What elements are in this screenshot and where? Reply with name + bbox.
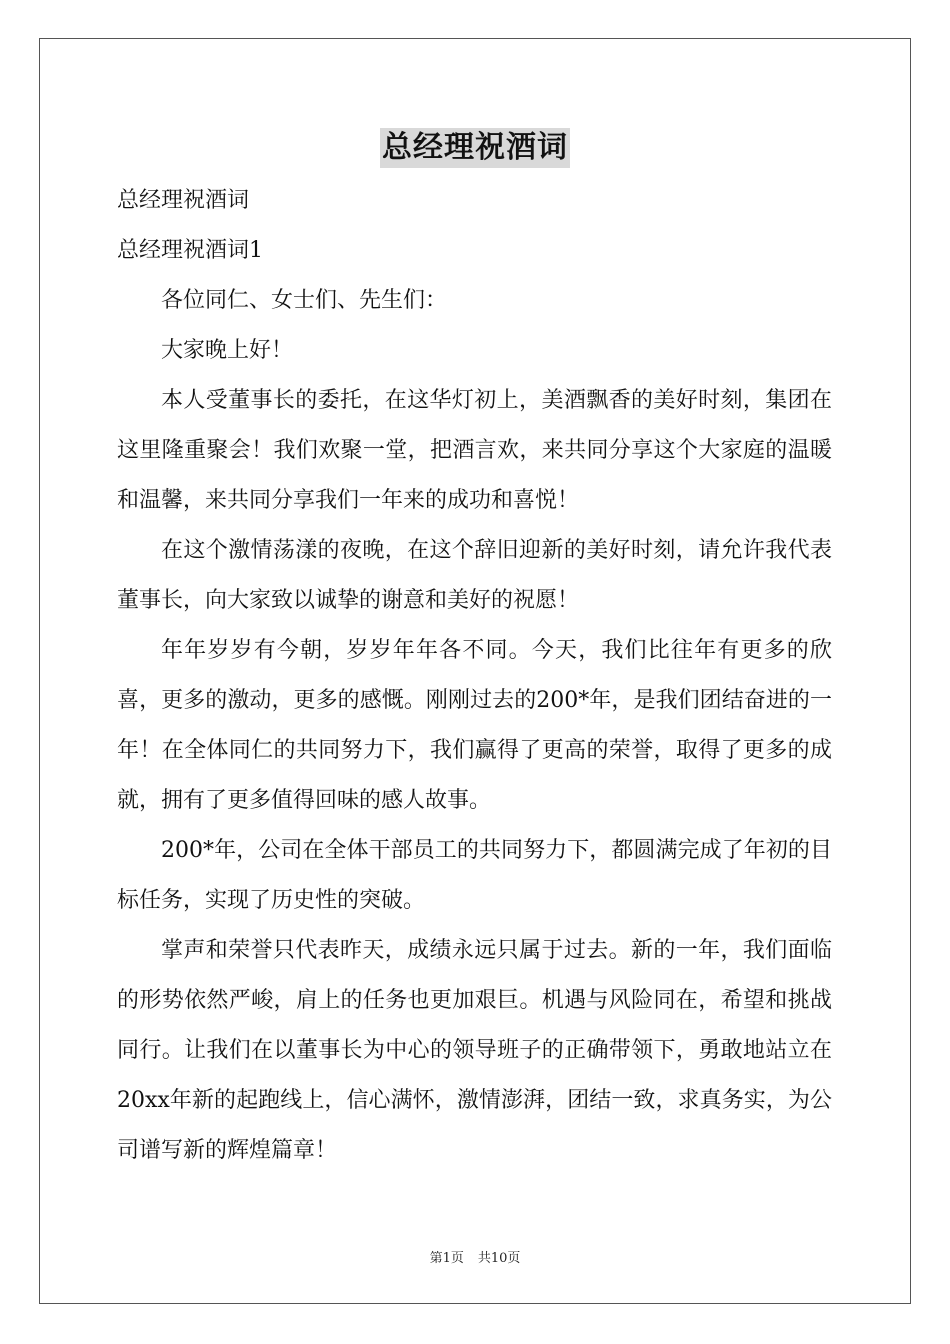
paragraph-achievement: 200*年，公司在全体干部员工的共同努力下，都圆满完成了年初的目标任务，实现了历史性的突破。 [117, 838, 832, 913]
document-body [117, 176, 832, 1176]
document-title: 总经理祝酒词 [380, 128, 570, 168]
paragraph-thanks: 在这个激情荡漾的夜晚，在这个辞旧迎新的美好时刻，请允许我代表董事长，向大家致以诚挚的谢意和美好的祝愿！ [117, 538, 832, 613]
document-subtitle: 总经理祝酒词 [117, 188, 250, 213]
section-heading: 总经理祝酒词1 [117, 238, 263, 263]
page-total: 共10页 [477, 1251, 521, 1266]
paragraph-greeting: 各位同仁、女士们、先生们： [161, 288, 448, 313]
paragraph-review: 年年岁岁有今朝，岁岁年年各不同。今天，我们比往年有更多的欣喜，更多的激动，更多的感慨。刚刚过去的200*年，是我们团结奋进的一年！在全体同仁的共同努力下，我们赢得了更高的荣誉，取得了更多的成就，拥有了更多值得回味的感人故事。 [117, 638, 832, 813]
paragraph-outlook: 掌声和荣誉只代表昨天，成绩永远只属于过去。新的一年，我们面临的形势依然严峻，肩上的任务也更加艰巨。机遇与风险同在，希望和挑战同行。让我们在以董事长为中心的领导班子的正确带领下，勇敢地站立在20xx年新的起跑线上，信心满怀，激情澎湃，团结一致，求真务实，为公司谱写新的辉煌篇章！ [117, 938, 832, 1163]
page-number: 第1页 [429, 1251, 464, 1266]
page-footer [0, 1247, 950, 1266]
title-area [0, 128, 950, 168]
paragraph-entrusted: 本人受董事长的委托，在这华灯初上，美酒飘香的美好时刻，集团在这里隆重聚会！我们欢聚一堂，把酒言欢，来共同分享这个大家庭的温暖和温馨，来共同分享我们一年来的成功和喜悦！ [117, 388, 832, 513]
paragraph-good-evening: 大家晚上好！ [161, 338, 294, 363]
